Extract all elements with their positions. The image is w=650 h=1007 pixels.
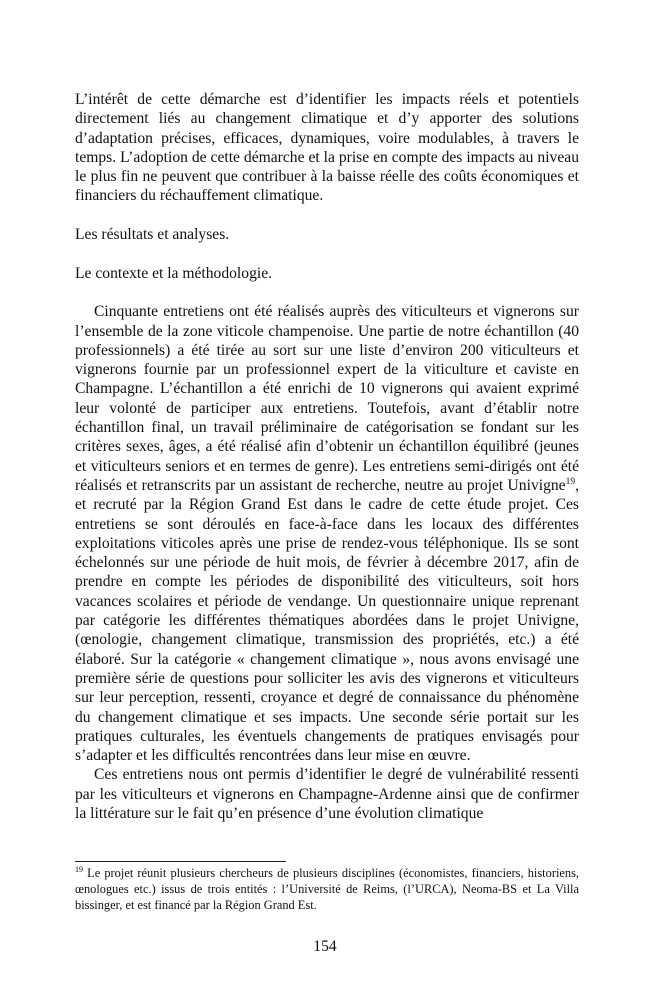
paragraph-methodology xyxy=(75,302,579,765)
footnote-number: 19 xyxy=(75,864,83,874)
paragraph-methodology-part-2: , et recruté par la Région Grand Est dans le cadre de cette étude projet. Ces entretiens se sont déroulés en face-à-face dans les locaux des différentes exploitations viticoles après une prise de rendez-vous téléphonique. Ils se sont échelonnés sur une période de huit mois, de février à décembre 2017, afin de prendre en compte les périodes de disponibilité des viticulteurs, soit hors vacances scolaires et période de vendange. Un questionnaire unique reprenant par catégorie les différentes thématiques abordées dans le projet Univigne, (œnologie, changement climatique, transmission des propriétés, etc.) a été élaboré. Sur la catégorie « changement climatique », nous avons envisagé une première série de questions pour solliciter les avis des vignerons et viticulteurs sur leur perception, ressenti, croyance et degré de connaissance du phénomène du changement climatique et ses impacts. Une seconde série portait sur les pratiques culturales, les éventuels changements de pratiques envisagés pour s’adapter et les difficultés rencontrées dans leur mise en œuvre. xyxy=(75,476,579,765)
heading-context: Le contexte et la méthodologie. xyxy=(75,264,273,282)
page-number: 154 xyxy=(313,938,337,955)
paragraph-vulnerability: Ces entretiens nous ont permis d’identifier le degré de vulnérabilité ressenti par les viticulteurs et vignerons en Champagne-Ardenne ainsi que de confirmer la littérature sur le fait qu’en présence d’une évolution climatique xyxy=(75,766,579,822)
footnote-reference: 19 xyxy=(565,476,576,487)
footnote-text: Le projet réunit plusieurs chercheurs de plusieurs disciplines (économistes, financiers, historiens, œnologues etc.) issus de trois entités : l’Université de Reims, (l’URCA), Neoma-BS et La Villa bissinger, et est financé par la Région Grand Est. xyxy=(75,866,579,912)
footnote xyxy=(75,866,579,914)
paragraph-intro: L’intérêt de cette démarche est d’identifier les impacts réels et potentiels directement liés au changement climatique et d’y apporter des solutions d’adaptation précises, efficaces, dynamiques, voire modulables, à travers le temps. L’adoption de cette démarche et la prise en compte des impacts au niveau le plus fin ne peuvent que contribuer à la baisse réelle des coûts économiques et financiers du réchauffement climatique. xyxy=(75,91,579,205)
paragraph-methodology-part-1: Cinquante entretiens ont été réalisés auprès des viticulteurs et vignerons sur l’ensemble de la zone viticole champenoise. Une partie de notre échantillon (40 professionnels) a été tirée au sort sur une liste d’environ 200 viticulteurs et vignerons fournie par un professionnel expert de la viticulture et caviste en Champagne. L’échantillon a été enrichi de 10 vignerons qui avaient exprimé leur volonté de participer aux entretiens. Toutefois, avant d’établir notre échantillon final, un travail préliminaire de catégorisation se fondant sur les critères sexes, âges, a été réalisé afin d’obtenir un échantillon équilibré (jeunes et viticulteurs seniors et en termes de genre). Les entretiens semi-dirigés ont été réalisés et retranscrits par un assistant de recherche, neutre au projet Univigne xyxy=(75,303,579,494)
page-body xyxy=(75,90,579,823)
heading-results: Les résultats et analyses. xyxy=(75,226,230,244)
footnote-divider xyxy=(75,861,286,862)
